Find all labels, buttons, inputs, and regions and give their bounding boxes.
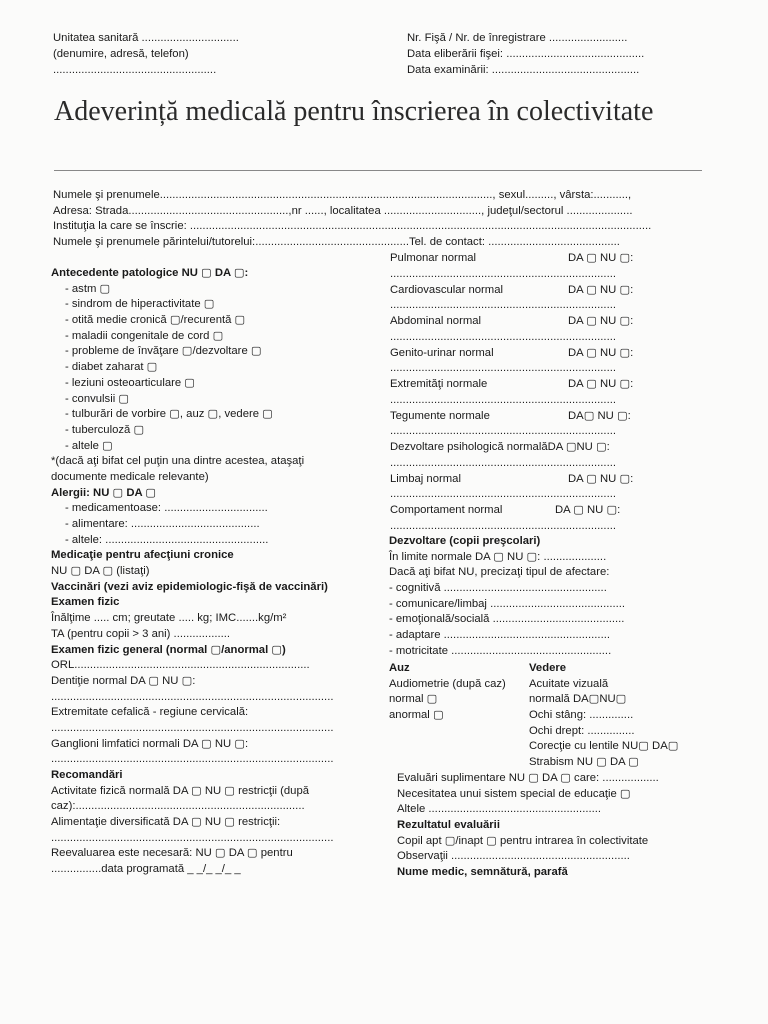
left-column-line: .......................................................................................... xyxy=(51,721,334,734)
exam-dotted-line: ........................................................................ xyxy=(390,299,616,312)
hearing-line: normal ▢ xyxy=(389,693,438,706)
hearing-section xyxy=(389,661,506,724)
exam-row xyxy=(390,409,631,425)
vision-title: Vedere xyxy=(529,662,567,674)
exam-label: Genito-urinar normal xyxy=(390,346,494,359)
exam-date-line: Data examinării: ............................................... xyxy=(407,64,640,76)
vision-line: Corecţie cu lentile NU▢ DA▢ xyxy=(529,740,679,753)
left-column-line: - astm ▢ xyxy=(65,282,111,295)
exam-dotted-line: ........................................................................ xyxy=(390,393,616,406)
left-column-line: Vaccinări (vezi aviz epidemiologic-fişă de vaccinări) xyxy=(51,580,328,593)
left-column-line: Ganglioni limfatici normali DA ▢ NU ▢: xyxy=(51,737,249,750)
exam-dotted-line: ........................................................................ xyxy=(390,488,616,501)
left-column-line: - altele ▢ xyxy=(65,439,113,452)
final-line: Necesitatea unui sistem special de educaţie ▢ xyxy=(397,787,631,800)
left-column-line: Examen fizic xyxy=(51,596,120,609)
development-line: - comunicare/limbaj ........................................... xyxy=(389,597,626,610)
left-column-line: ................data programată _ _/_ _/_ _ xyxy=(51,863,241,876)
hearing-title: Auz xyxy=(389,662,410,674)
hearing-line: anormal ▢ xyxy=(389,709,444,722)
exam-choice: DA ▢ NU ▢: xyxy=(568,378,634,390)
exam-choice: DA ▢ NU ▢: xyxy=(568,346,634,359)
vision-line: normală DA▢NU▢ xyxy=(529,693,627,706)
left-column-line: Dentiţie normal DA ▢ NU ▢: xyxy=(51,674,196,687)
left-column-line: NU ▢ DA ▢ (listaţi) xyxy=(51,565,150,578)
left-column-line: Înălţime ..... cm; greutate ..... kg; IMC.......kg/m² xyxy=(51,612,287,625)
exam-label: Tegumente normale xyxy=(390,409,490,422)
left-column-line: - leziuni osteoarticulare ▢ xyxy=(65,376,195,389)
exam-choice: DA▢ NU ▢: xyxy=(568,409,631,422)
development-section xyxy=(389,534,625,660)
health-unit-blank-line: .................................................... xyxy=(53,64,217,76)
exam-dotted-line: ........................................................................ xyxy=(390,519,616,532)
identity-name-line: Numele şi prenumele.........................................................................................................., sexul........., vârsta:..........., xyxy=(53,189,632,201)
final-line: Evaluări suplimentare NU ▢ DA ▢ care: .................. xyxy=(397,772,659,784)
exam-choice: DA ▢ NU ▢: xyxy=(568,472,634,485)
identity-section xyxy=(53,188,651,251)
final-line: Rezultatul evaluării xyxy=(397,819,500,832)
health-unit-line: Unitatea sanitară ............................... xyxy=(53,32,239,44)
exam-row xyxy=(390,503,621,519)
exam-choice: DA ▢ NU ▢: xyxy=(568,315,634,327)
exam-row xyxy=(390,251,634,267)
exam-label: Dezvoltare psihologică normalăDA ▢NU ▢: xyxy=(390,441,610,453)
left-column-line: Antecedente patologice NU ▢ DA ▢: xyxy=(51,267,249,279)
development-line: - emoţională/socială .......................................... xyxy=(389,613,625,626)
exam-label: Abdominal normal xyxy=(390,315,482,327)
left-column-line: Alergii: NU ▢ DA ▢ xyxy=(51,486,157,499)
left-column-line: Recomandări xyxy=(51,769,123,781)
left-column-line: - sindrom de hiperactivitate ▢ xyxy=(65,298,215,311)
left-column-line: Reevaluarea este necesară: NU ▢ DA ▢ pentru xyxy=(51,847,293,860)
development-line: Dacă aţi bifat NU, precizaţi tipul de afectare: xyxy=(389,566,610,579)
title-divider xyxy=(54,170,702,171)
final-line: Altele ....................................................... xyxy=(397,803,602,816)
development-line: - cognitivă .................................................... xyxy=(389,582,607,595)
left-column-line: - tulburări de vorbire ▢, auz ▢, vedere ▢ xyxy=(65,408,273,421)
final-line: Nume medic, semnătură, parafă xyxy=(397,866,568,879)
left-column-line: Medicaţie pentru afecţiuni cronice xyxy=(51,549,234,562)
exam-dotted-line: ........................................................................ xyxy=(390,267,616,280)
development-line: - motricitate ................................................... xyxy=(389,644,612,657)
identity-institution-line: Instituţia la care se înscrie: ................................................................................................................................................... xyxy=(53,220,652,233)
exam-row xyxy=(390,377,634,393)
identity-parent-line: Numele şi prenumele părintelui/tutorelui:.................................................Tel. de contact: .......................................... xyxy=(53,236,620,249)
exam-choice: DA ▢ NU ▢: xyxy=(568,283,634,296)
left-column-line: caz):......................................................................... xyxy=(51,800,305,813)
hearing-line: Audiometrie (după caz) xyxy=(389,677,506,690)
issue-date-line: Data eliberării fişei: ............................................ xyxy=(407,48,645,60)
left-column-line: - convulsii ▢ xyxy=(65,392,130,405)
left-column-line: Activitate fizică normală DA ▢ NU ▢ restricţii (după xyxy=(51,784,310,797)
exam-label: Pulmonar normal xyxy=(390,252,477,264)
exam-label: Comportament normal xyxy=(390,504,503,516)
exam-row xyxy=(390,283,634,299)
exam-dotted-line: ........................................................................ xyxy=(390,362,616,375)
exam-label: Limbaj normal xyxy=(390,472,461,485)
left-column-line: - tuberculoză ▢ xyxy=(65,423,145,436)
final-section xyxy=(383,771,659,881)
health-unit-details-line: (denumire, adresă, telefon) xyxy=(53,48,189,60)
record-number-line: Nr. Fişă / Nr. de înregistrare ......................... xyxy=(407,32,628,44)
left-column-line: - maladii congenitale de cord ▢ xyxy=(65,329,224,342)
exam-dotted-line: ........................................................................ xyxy=(390,330,616,343)
vision-line: Ochi drept: ............... xyxy=(529,724,635,737)
left-column-line: .......................................................................................... xyxy=(51,690,334,703)
exam-row xyxy=(390,472,634,488)
final-line: Observaţii ......................................................... xyxy=(397,850,630,863)
vision-line: Acuitate vizuală xyxy=(529,677,609,690)
exam-dotted-line: ........................................................................ xyxy=(390,425,616,438)
exam-choice: DA ▢ NU ▢: xyxy=(568,252,634,264)
exam-row xyxy=(390,440,616,456)
left-column-line: - otită medie cronică ▢/recurentă ▢ xyxy=(65,314,246,327)
left-column-line: documente medicale relevante) xyxy=(51,470,209,483)
exam-label: Extremităţi normale xyxy=(390,378,488,390)
left-column-line: TA (pentru copii > 3 ani) .................. xyxy=(51,627,231,640)
left-column-line: ORL........................................................................... xyxy=(51,659,310,672)
vision-section xyxy=(529,661,678,771)
left-column-line: - altele: .................................................... xyxy=(65,533,269,546)
header-right xyxy=(407,30,644,78)
left-column-line: - alimentare: ......................................... xyxy=(65,518,260,530)
exam-dotted-line: ........................................................................ xyxy=(390,456,616,469)
exam-choice: DA ▢ NU ▢: xyxy=(555,504,621,516)
left-column-line: - probleme de învăţare ▢/dezvoltare ▢ xyxy=(65,345,262,358)
right-exam-column xyxy=(390,251,634,535)
left-column-line: - medicamentoase: ................................. xyxy=(65,502,268,515)
development-line: În limite normale DA ▢ NU ▢: .................... xyxy=(389,550,607,563)
header-left xyxy=(53,30,239,78)
left-column-line: - diabet zaharat ▢ xyxy=(65,361,158,374)
left-column-line: *(dacă aţi bifat cel puţin una dintre acestea, ataşaţi xyxy=(51,455,305,468)
exam-label: Cardiovascular normal xyxy=(390,283,504,296)
left-column-line: Extremitate cefalică - regiune cervicală: xyxy=(51,706,249,719)
development-line: - adaptare ..................................................... xyxy=(389,629,610,642)
left-column-line: Alimentaţie diversificată DA ▢ NU ▢ restricţii: xyxy=(51,816,281,829)
document-title: Adeverință medicală pentru înscrierea în colectivitate xyxy=(54,96,654,127)
final-line: Copil apt ▢/inapt ▢ pentru intrarea în colectivitate xyxy=(397,834,649,847)
left-column-line: Examen fizic general (normal ▢/anormal ▢) xyxy=(51,643,286,656)
exam-row xyxy=(390,314,634,330)
left-column-line: .......................................................................................... xyxy=(51,753,334,766)
left-column-line: .......................................................................................... xyxy=(51,831,334,844)
vision-line: Ochi stâng: .............. xyxy=(529,709,634,722)
identity-address-line: Adresa: Strada...................................................,nr ......, localitatea ..............................., judeţul/sectorul ..................... xyxy=(53,204,633,217)
vision-line: Strabism NU ▢ DA ▢ xyxy=(529,756,639,769)
exam-row xyxy=(390,346,634,362)
left-column xyxy=(51,266,333,878)
development-line: Dezvoltare (copii preşcolari) xyxy=(389,535,541,547)
